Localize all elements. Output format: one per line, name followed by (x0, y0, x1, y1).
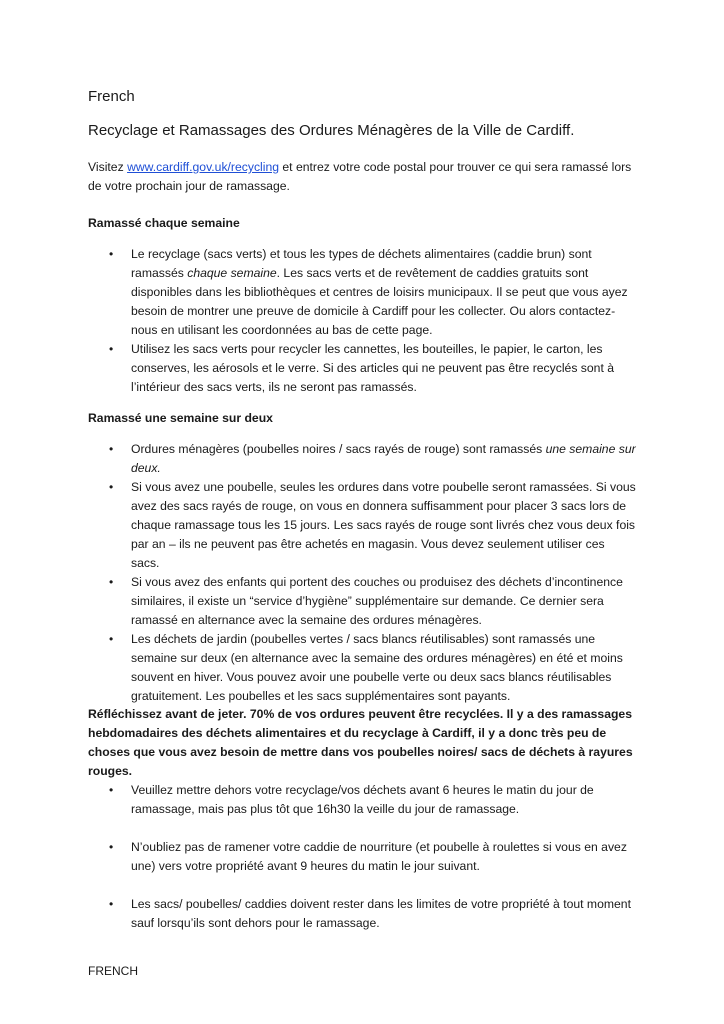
reminders-list (88, 781, 636, 952)
bullet-icon: • (109, 897, 114, 911)
bullet-icon: • (109, 442, 114, 456)
weekly-heading: Ramassé chaque semaine (88, 216, 240, 230)
document-title: Recyclage et Ramassages des Ordures Ménagères de la Ville de Cardiff. (88, 122, 575, 139)
intro-prefix: Visitez (88, 160, 128, 174)
list-item: • Si vous avez des enfants qui portent des couches ou produisez des déchets d’incontinence similaires, il existe un “service d’hygiène” supplémentaire sur demande. Ce dernier sera ramassé en alternance avec la semaine des ordures ménagères. (109, 575, 623, 627)
list-item: • Veuillez mettre dehors votre recyclage/vos déchets avant 6 heures le matin du jour de ramassage, mais pas plus tôt que 16h30 la veille du jour de ramassage. (109, 783, 594, 816)
intro-paragraph (88, 158, 633, 196)
list-item: • Les sacs/ poubelles/ caddies doivent rester dans les limites de votre propriété à tout moment sauf lorsqu’ils sont dehors pour le ramassage. (109, 897, 631, 930)
bullet-icon: • (109, 342, 114, 356)
bullet-icon: • (109, 840, 114, 854)
list-item: • N’oubliez pas de ramener votre caddie de nourriture (et poubelle à roulettes si vous en avez une) vers votre propriété avant 9 heures du matin le jour suivant. (109, 840, 627, 873)
weekly-list (88, 245, 636, 397)
bullet-icon: • (109, 783, 114, 797)
think-before-throwing-paragraph: Réfléchissez avant de jeter. 70% de vos ordures peuvent être recyclées. Il y a des ramassages hebdomadaires des déchets alimentaires et du recyclage à Cardiff, il y a donc très peu de choses que vous avez besoin de mettre dans vos poubelles noires/ sacs de déchets à rayures rouges. (88, 707, 633, 778)
bullet-icon: • (109, 480, 114, 494)
list-item: • Ordures ménagères (poubelles noires / sacs rayés de rouge) sont ramassés une semaine sur deux. (109, 442, 636, 475)
list-item: • Les déchets de jardin (poubelles vertes / sacs blancs réutilisables) sont ramassés une semaine sur deux (en alternance avec la semaine des ordures ménagères) en été et moins souvent en hiver. Vous pouvez avoir une poubelle verte ou deux sacs blancs réutilisables gratuitement. Les poubelles et les sacs supplémentaires sont payants. (109, 632, 623, 703)
list-item: • Si vous avez une poubelle, seules les ordures dans votre poubelle seront ramassées. Si vous avez des sacs rayés de rouge, on vous en donnera suffisamment pour placer 3 sacs lors de chaque ramassage tous les 15 jours. Les sacs rayés de rouge sont livrés chez vous deux fois par an – ils ne peuvent pas être achetés en magasin. Vous devez seulement utiliser ces sacs. (109, 480, 636, 570)
fortnightly-heading: Ramassé une semaine sur deux (88, 411, 273, 425)
list-item: • Le recyclage (sacs verts) et tous les types de déchets alimentaires (caddie brun) sont ramassés chaque semaine. Les sacs verts et de revêtement de caddies gratuits sont disponibles dans les bibliothèques et centres de loisirs municipaux. Il se peut que vous ayez besoin de montrer une preuve de domicile à Cardiff pour les collecter. Ou alors contactez-nous en utilisant les coordonnées au bas de cette page. (109, 247, 628, 337)
list-item: • Utilisez les sacs verts pour recycler les cannettes, les bouteilles, le papier, le carton, les conserves, les aérosols et le verre. Si des articles qui ne peuvent pas être recyclés sont à l’intérieur des sacs verts, ils ne seront pas ramassés. (109, 342, 615, 394)
bullet-icon: • (109, 247, 114, 261)
page-footer: FRENCH (88, 964, 138, 978)
recycling-link[interactable]: www.cardiff.gov.uk/recycling (127, 160, 280, 174)
language-label: French (88, 88, 135, 105)
bullet-icon: • (109, 632, 114, 646)
intro-suffix: et entrez votre code postal pour trouver ce qui sera ramassé lors de votre prochain jour de ramassage. (88, 160, 632, 193)
fortnightly-list (88, 440, 636, 706)
bullet-icon: • (109, 575, 114, 589)
